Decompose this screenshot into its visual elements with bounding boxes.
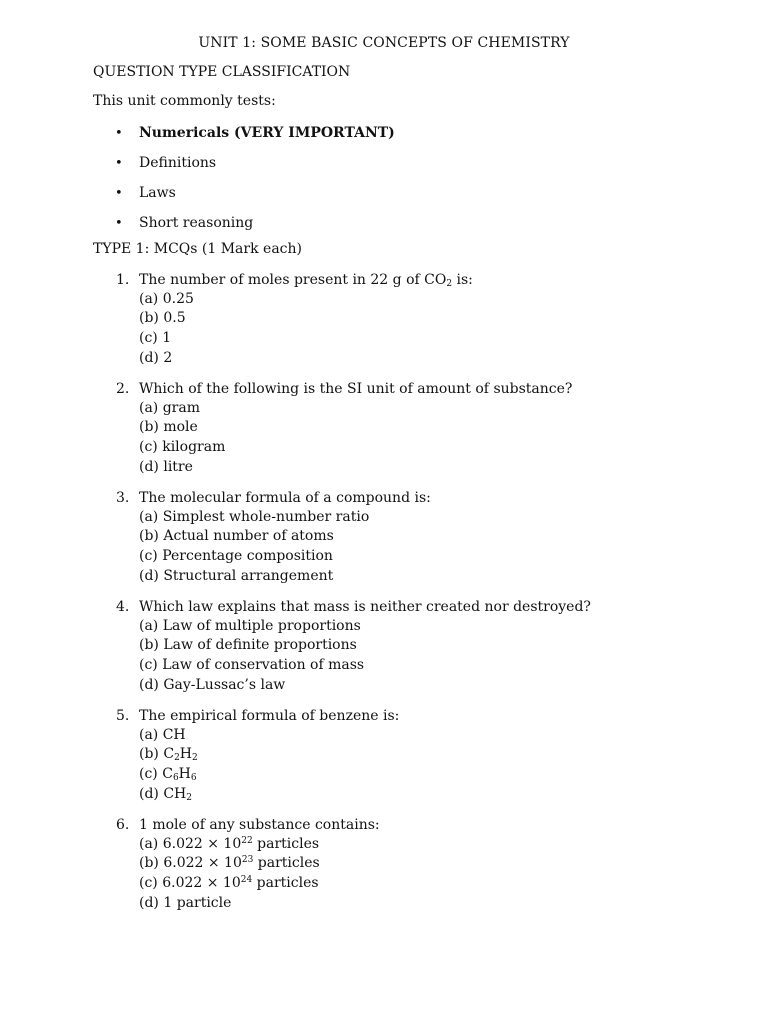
intro-text: This unit commonly tests:	[93, 93, 276, 109]
option-b: (b) $6.022 \times 10^{23}$ particles	[139, 855, 320, 872]
option-d: (d) Gay-Lussac’s law	[139, 676, 286, 693]
option-list	[139, 617, 364, 696]
option-list	[139, 726, 198, 805]
option-b: (b) 0.5	[139, 310, 186, 327]
option-a: (a) 0.25	[139, 290, 194, 307]
question-stem: Which law explains that mass is neither created nor destroyed?	[139, 599, 591, 615]
option-list	[139, 835, 320, 914]
option-d: (d) 2	[139, 349, 173, 366]
option-d: (d) litre	[139, 458, 193, 475]
option-d: (d) 1 particle	[139, 894, 232, 911]
bullet-text: Numericals (VERY IMPORTANT)	[139, 125, 395, 141]
option-a: (a) Simplest whole-number ratio	[139, 508, 370, 525]
option-list	[139, 399, 225, 478]
bullet-text: Definitions	[139, 155, 217, 171]
question-number: 2.	[116, 381, 130, 397]
bullet-icon: •	[115, 156, 123, 171]
option-c: (c) kilogram	[139, 439, 226, 456]
bullet-text: Short reasoning	[139, 215, 254, 231]
section-heading: QUESTION TYPE CLASSIFICATION	[93, 64, 351, 80]
option-a: (a) gram	[139, 399, 200, 416]
option-c: (c) Law of conservation of mass	[139, 657, 365, 674]
option-c: (c) $C_6H_6$	[139, 766, 197, 784]
question-stem: The empirical formula of benzene is:	[139, 708, 400, 724]
option-c: (c) $6.022 \times 10^{24}$ particles	[139, 875, 319, 892]
question-stem: The molecular formula of a compound is:	[139, 490, 431, 506]
option-a: (a) Law of multiple proportions	[139, 617, 361, 634]
option-c: (c) Percentage composition	[139, 548, 333, 565]
question-stem: Which of the following is the SI unit of amount of substance?	[139, 381, 573, 397]
question-number: 6.	[116, 817, 130, 833]
option-list	[139, 290, 194, 369]
bullet-text: Laws	[139, 185, 176, 201]
option-b: (b) mole	[139, 419, 198, 436]
option-a: (a) CH	[139, 726, 186, 743]
option-b: (b) $C_2H_2$	[139, 746, 198, 764]
option-b: (b) Law of definite proportions	[139, 637, 357, 654]
page-title: UNIT 1: SOME BASIC CONCEPTS OF CHEMISTRY	[198, 35, 570, 51]
question-number: 3.	[116, 490, 130, 506]
question-number: 5.	[116, 708, 130, 724]
option-list	[139, 508, 369, 587]
question-number: 1.	[116, 272, 130, 288]
option-a: (a) $6.022 \times 10^{22}$ particles	[139, 835, 320, 852]
option-d: (d) Structural arrangement	[139, 567, 334, 584]
type-heading: TYPE 1: MCQs (1 Mark each)	[93, 241, 302, 257]
question-number: 4.	[116, 599, 130, 615]
question-stem: The number of moles present in 22 g of $CO_2$ is:	[139, 272, 473, 289]
bullet-icon: •	[115, 186, 123, 201]
option-b: (b) Actual number of atoms	[139, 528, 334, 545]
bullet-icon: •	[115, 126, 123, 141]
option-d: (d) $CH_2$	[139, 785, 192, 803]
question-stem: 1 mole of any substance contains:	[139, 817, 380, 833]
option-c: (c) 1	[139, 330, 172, 347]
bullet-icon: •	[115, 216, 123, 231]
